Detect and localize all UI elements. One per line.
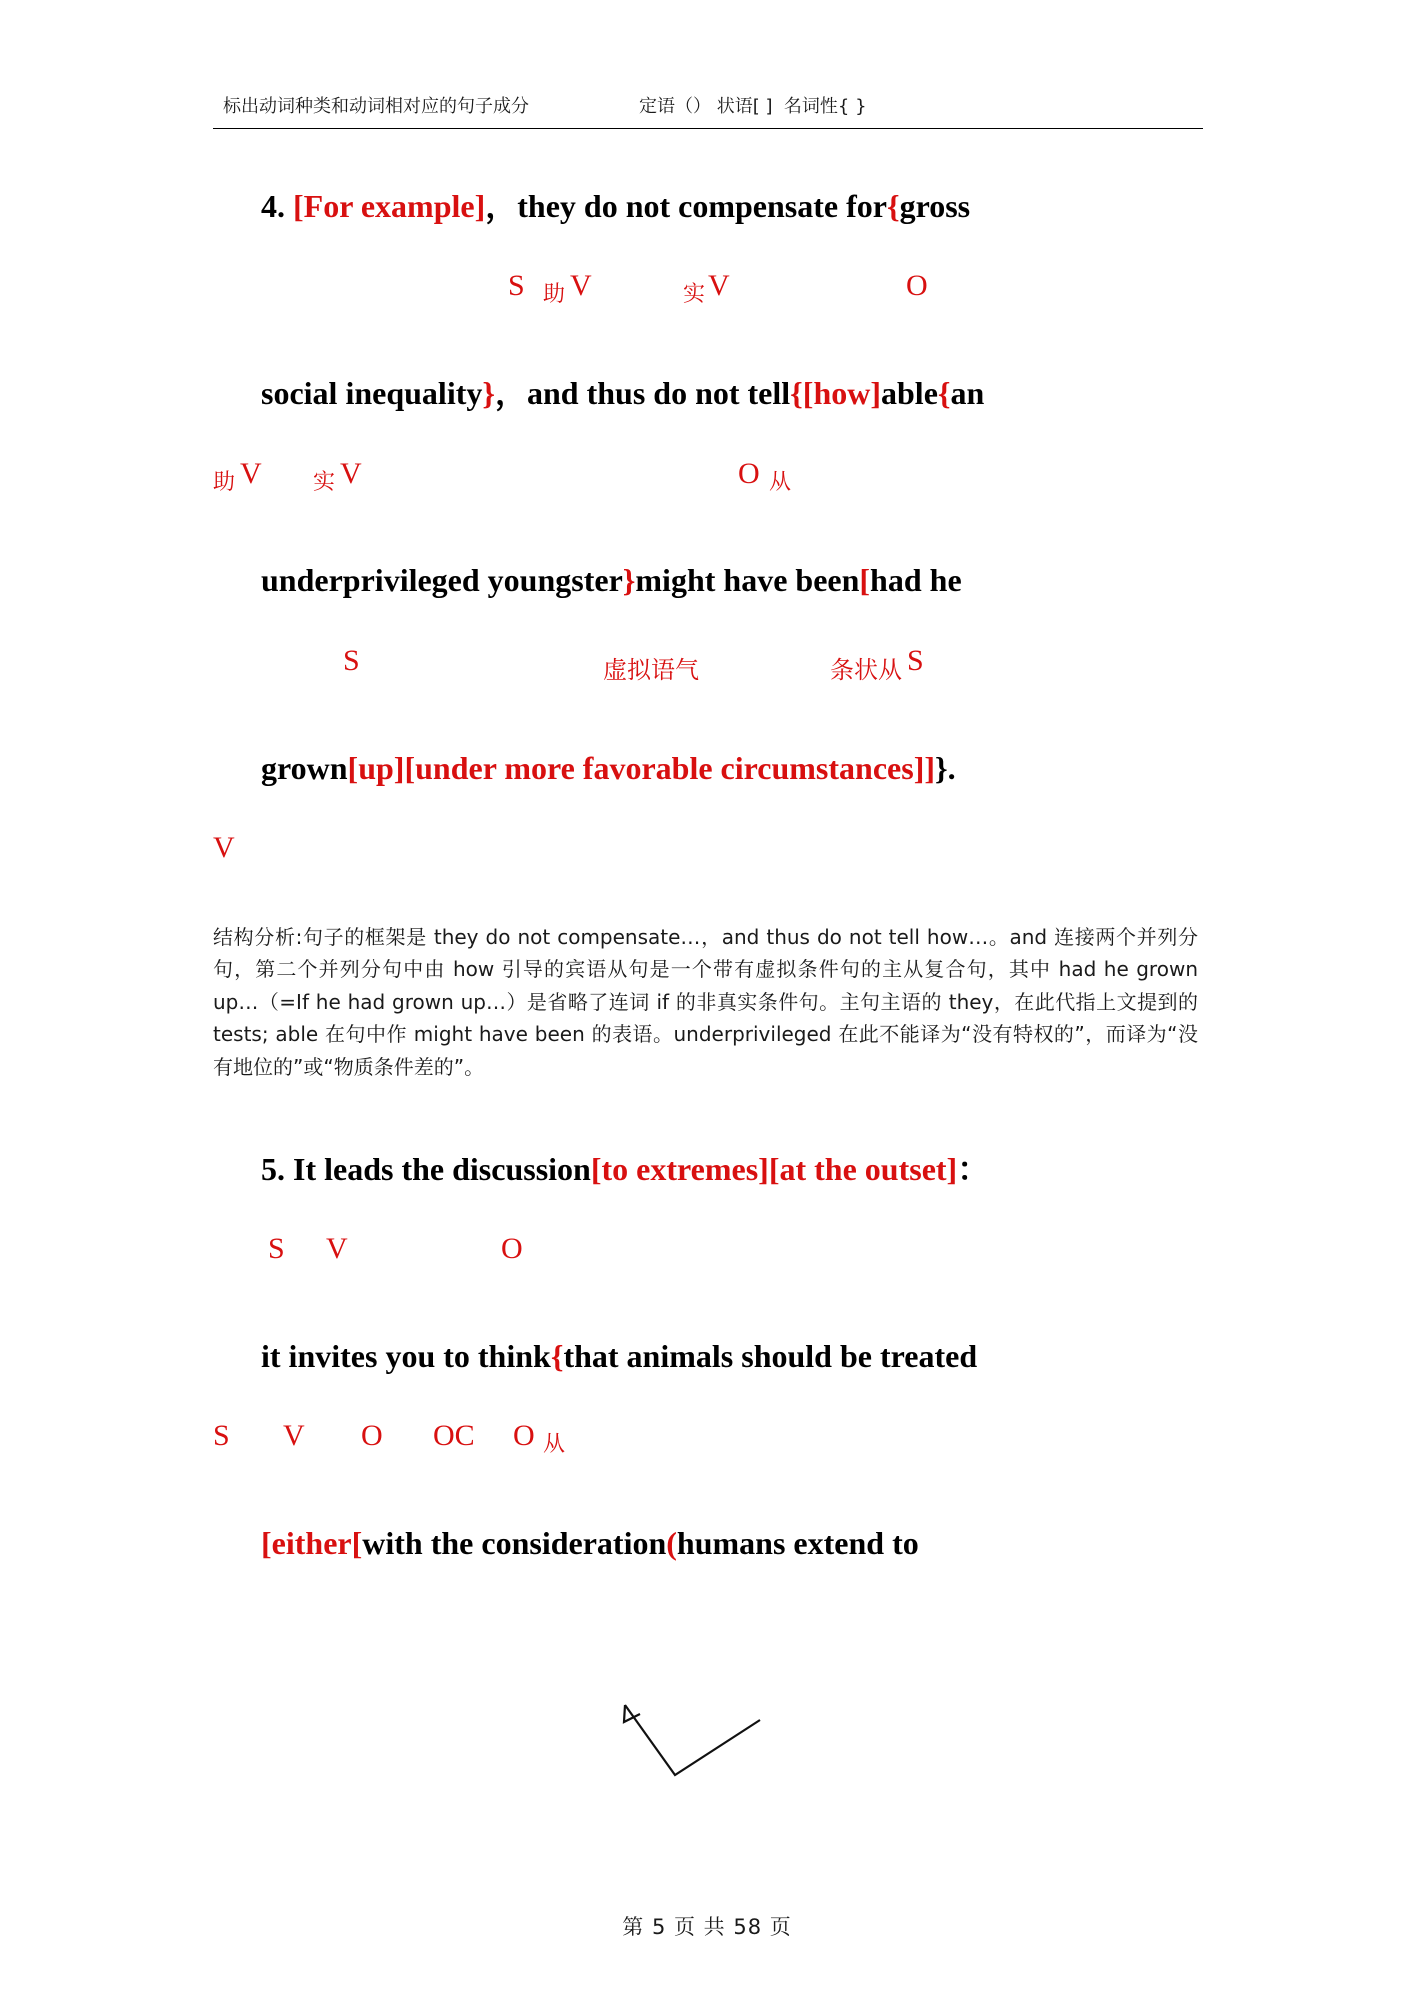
brace-close: }	[622, 562, 636, 599]
annotation-row-5-1	[213, 1232, 1213, 1296]
annotation-O: O	[513, 1419, 535, 1453]
annotation-V: V	[570, 269, 592, 303]
annotation-S: S	[907, 643, 924, 677]
sentence-4-line-3	[213, 525, 1213, 638]
bracket-up-under: [up][under more favorable circumstances]]	[347, 749, 935, 786]
annotation-row-4-4	[213, 831, 1213, 895]
annotation-V: V	[213, 831, 235, 864]
sentence-4-line-1	[213, 150, 1213, 263]
brace-open: {	[550, 1337, 564, 1374]
text-segment: might have been	[635, 562, 860, 599]
header-left-text: 标出动词种类和动词相对应的句子成分	[223, 96, 529, 117]
header-right-text: 定语（） 状语[ ] 名词性{ }	[639, 96, 867, 117]
annotation-V: V	[340, 456, 362, 490]
text-segment: ，and thus do not tell	[494, 375, 791, 411]
annotation-O: O	[361, 1419, 383, 1453]
annotation-S: S	[213, 1419, 230, 1453]
annotation-V: V	[326, 1232, 348, 1266]
annotation-subjunctive: 虚拟语气	[603, 655, 699, 684]
bracket-for-example: [For example]	[293, 187, 486, 224]
document-body	[213, 150, 1213, 1607]
text-segment: had he	[870, 562, 962, 599]
annotation-aux: 助	[543, 282, 566, 308]
sentence-5-line-1	[213, 1113, 1213, 1226]
annotation-row-5-2	[213, 1419, 1213, 1483]
sentence-5-line-2	[213, 1300, 1213, 1413]
annotation-clause: 从	[543, 1432, 566, 1458]
text-segment: }.	[935, 749, 956, 786]
annotation-aux: 助	[213, 469, 236, 495]
bracket-either: [either[	[261, 1525, 363, 1562]
sentence-4-line-4	[213, 712, 1213, 825]
text-segment: humans extend to	[676, 1525, 919, 1562]
text-segment: able	[881, 375, 938, 411]
bracket-to-extremes: [to extremes][at the outset]	[590, 1150, 958, 1187]
annotation-notional: 实	[313, 469, 336, 495]
text-segment: ，they do not compensate for	[485, 187, 887, 224]
annotation-row-4-2	[213, 457, 1213, 521]
annotation-conditional-adverbial-clause: 条状从	[830, 655, 902, 684]
sentence-5-line-3	[213, 1487, 1213, 1600]
annotation-S: S	[268, 1232, 285, 1266]
text-segment: underprivileged youngster	[261, 562, 623, 599]
annotation-V: V	[283, 1419, 305, 1453]
bracket-open: [	[859, 562, 871, 599]
annotation-row-4-3	[213, 644, 1213, 708]
text-segment: grown	[261, 749, 348, 786]
annotation-V: V	[240, 456, 262, 490]
structure-analysis-4: 结构分析:句子的框架是 they do not compensate…，and thus do not tell how…。and 连接两个并列分句，第二个并列分句中由 how 引导的宾语从句是一个带有虚拟条件句的主从复合句，其中 had he grown up…（=If he had grown up…）是省略了连词 if 的非真实条件句。主句主语的 they，在此代指上文提到的 tests; able 在句中作 might have been 的表语。underprivileged 在此不能译为“没有特权的”，而译为“没有地位的”或“物质条件差的”。	[213, 925, 1198, 1079]
text-segment: that animals should be treated	[563, 1337, 978, 1374]
brace-close: }	[482, 375, 495, 411]
item-5-number: 5. It leads the discussion	[261, 1150, 591, 1187]
annotation-O: O	[738, 456, 760, 490]
hand-drawn-arrow-icon	[620, 1700, 820, 1830]
bracket-how: [how]	[802, 375, 881, 411]
annotation-OC: OC	[433, 1419, 475, 1453]
annotation-notional: 实	[683, 282, 706, 308]
annotation-row-4-1	[213, 269, 1213, 333]
brace-open: {	[886, 187, 900, 224]
text-segment: gross	[899, 187, 971, 224]
text-segment: ：	[957, 1150, 990, 1187]
annotation-O: O	[501, 1232, 523, 1266]
annotation-clause: 从	[769, 469, 792, 495]
text-segment: with the consideration	[362, 1525, 667, 1562]
item-4-number: 4.	[261, 187, 293, 224]
page-header	[213, 92, 1203, 129]
page-footer: 第 5 页 共 58 页	[622, 1915, 792, 1939]
paren-open: (	[666, 1525, 677, 1562]
annotation-O: O	[906, 269, 928, 303]
text-segment: it invites you to think	[261, 1337, 551, 1374]
annotation-V: V	[708, 269, 730, 303]
annotation-S: S	[343, 643, 360, 677]
sentence-4-line-2	[213, 337, 1213, 450]
annotation-S: S	[508, 269, 525, 303]
brace-open: {	[937, 375, 951, 411]
brace-open: {	[790, 375, 803, 411]
text-segment: an	[950, 375, 985, 411]
text-segment: social inequality	[261, 375, 483, 411]
